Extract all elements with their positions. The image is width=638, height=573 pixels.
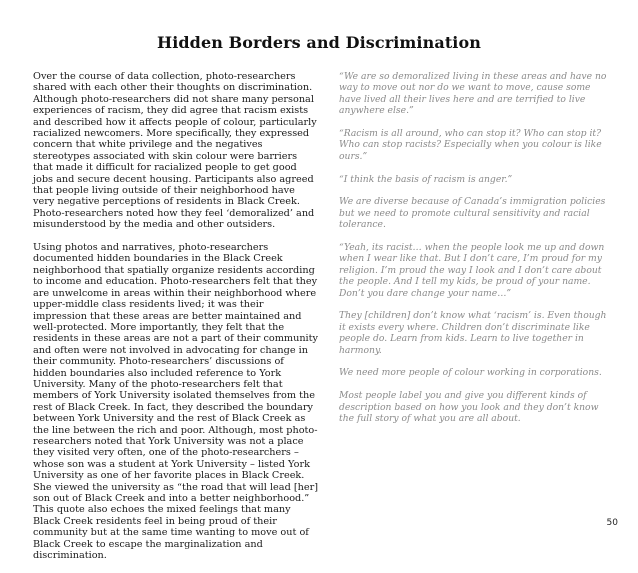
quote-paragraph: They [children] don’t know what ‘racism’ is. Even though it exists every where. Children don’t discriminate like people do. Learn from kids. Learn to live together in harmony. (339, 310, 607, 356)
quote-paragraph: We need more people of colour working in corporations. (339, 367, 602, 379)
quote-paragraph: “Yeah, its racist… when the people look me up and down when I wear like that. But I don’t care, I’m proud for my religion. I’m proud the way I look and I don’t care about the people. And I tell my kids, be proud of your name. Don’t you dare change your name…” (339, 242, 605, 299)
quote-paragraph: “I think the basis of racism is anger.” (339, 173, 513, 185)
quote-paragraph: Most people label you and give you different kinds of description based on how you look and they don’t know the full story of what you are all about. (339, 390, 599, 425)
quote-paragraph: “Racism is all around, who can stop it? Who can stop it? Who can stop racists? Especially when you colour is like ours.” (339, 128, 602, 162)
page-number: 50 (606, 518, 618, 528)
page-title: Hidden Borders and Discrimination (156, 33, 481, 52)
body-paragraph: Using photos and narratives, photo-researchers documented hidden boundaries in the Black Creek neighborhood that spatially organize residents according to income and education. Photo-researchers felt that they are unwelcome in areas within their neighborhood where upper-middle class residents lived; it was their impression that these areas are better maintained and well-protected. More importantly, they felt that the residents in these areas are not a part of their community and often were not involved in advocating for change in their community. Photo-researchers’ discussions of hidden boundaries also included reference to York University. Many of the photo-researchers felt that members of York University isolated themselves from the rest of Black Creek. In fact, they described the boundary between York University and the rest of Black Creek as the line between the rich and poor. Although, most photo-researchers noted that York University was not a place they visited very often, one of the photo-researchers – whose son was a student at York University – listed York University as one of her favorite places in Black Creek. She viewed the university as “the road that will lead [her] son out of Black Creek and into a better neighborhood.” This quote also echoes the mixed feelings that many Black Creek residents feel in being proud of their community but at the same time wanting to move out of Black Creek to escape the marginalization and discrimination. (33, 242, 319, 562)
quote-paragraph: We are diverse because of Canada’s immigration policies but we need to promote cultural sensitivity and racial tolerance. (339, 196, 606, 231)
quote-paragraph: “We are so demoralized living in these areas and have no way to move out nor do we want to move, cause some have lived all their lives here and are terrified to live anywhere else.” (339, 71, 607, 117)
body-paragraph: Over the course of data collection, photo-researchers shared with each other their thoughts on discrimination. Although photo-researchers did not share many personal experiences of racism, they did agree that racism exists and described how it affects people of colour, particularly racialized newcomers. More specifically, they expressed concern that white privilege and the negatives stereotypes associated with skin colour were barriers that made it difficult for racialized people to get good jobs and secure decent housing. Participants also agreed that people living outside of their neighborhood have very negative perceptions of residents in Black Creek. Photo-researchers noted how they feel ‘demoralized’ and misunderstood by the media and other outsiders. (33, 71, 317, 231)
body-text-column (33, 71, 319, 573)
quotes-column (339, 71, 609, 436)
